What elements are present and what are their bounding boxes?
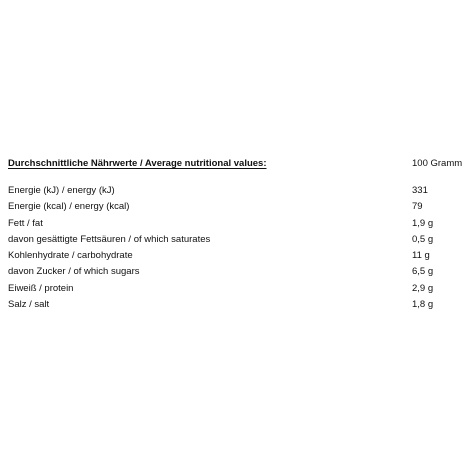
nutrient-value: 0,5 g [412, 233, 434, 245]
nutrient-label: Energie (kcal) / energy (kcal) [8, 201, 130, 213]
nutrient-row-saturates [8, 232, 466, 248]
nutrient-row-energy-kj [8, 183, 466, 199]
table-header-row [8, 156, 466, 172]
nutrient-label: Eiweiß / protein [8, 282, 74, 294]
nutrient-label: Energie (kJ) / energy (kJ) [8, 185, 115, 196]
nutrient-value: 6,5 g [412, 266, 434, 278]
nutrient-label: Kohlenhydrate / carbohydrate [8, 250, 133, 262]
nutrient-value: 11 g [412, 250, 430, 262]
nutrient-value: 2,9 g [412, 282, 434, 294]
nutrient-row-salt [8, 297, 466, 313]
nutrient-row-protein [8, 281, 466, 297]
nutrient-row-energy-kcal [8, 199, 466, 215]
nutrient-row-fat [8, 216, 466, 232]
reference-quantity: 100 Gramm [412, 158, 463, 169]
nutrient-value: 1,9 g [412, 217, 434, 229]
nutrient-value: 331 [412, 185, 428, 196]
nutrient-label: davon Zucker / of which sugars [8, 266, 140, 278]
nutrient-value: 1,8 g [412, 299, 434, 311]
nutrient-row-sugars [8, 264, 466, 280]
nutrient-row-carbohydrate [8, 248, 466, 264]
nutrition-table [8, 156, 466, 313]
nutrient-value: 79 [412, 201, 423, 213]
table-title: Durchschnittliche Nährwerte / Average nutritional values: [8, 158, 267, 169]
nutrient-label: davon gesättigte Fettsäuren / of which saturates [8, 233, 211, 245]
nutrient-label: Fett / fat [8, 217, 43, 229]
nutrient-label: Salz / salt [8, 299, 50, 311]
